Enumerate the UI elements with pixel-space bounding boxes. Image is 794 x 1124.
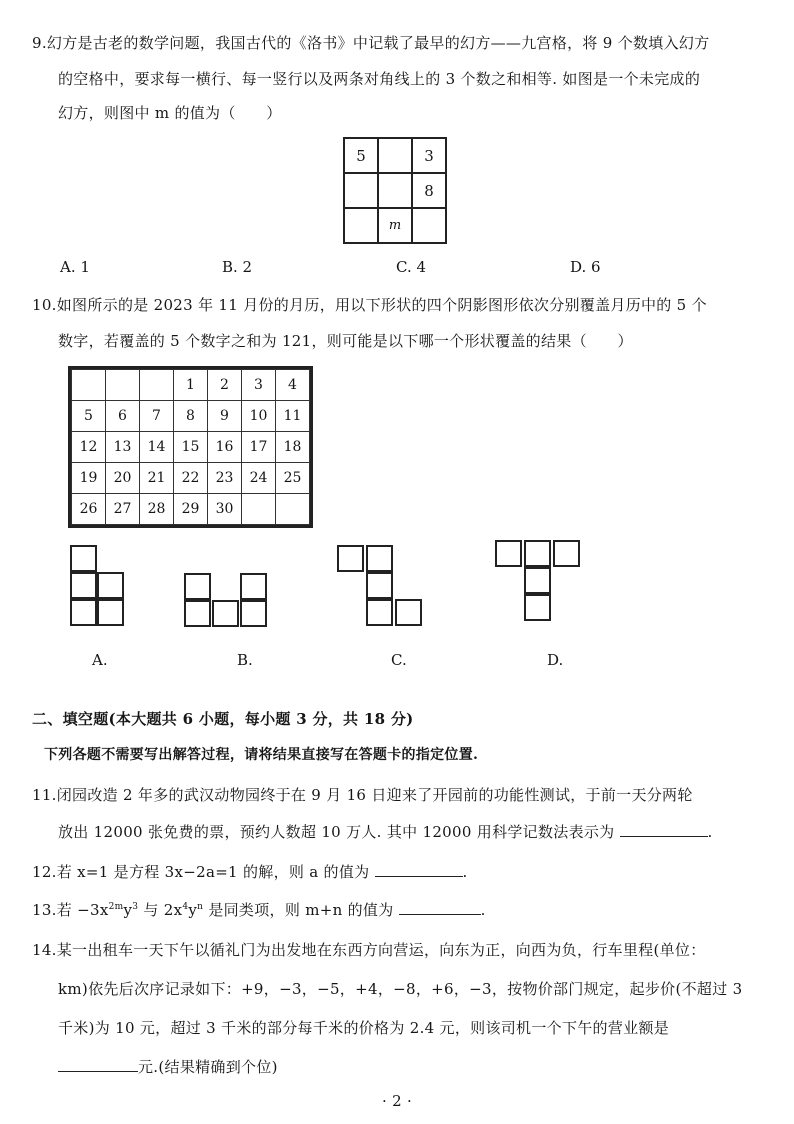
q14-answer-blank (58, 1057, 138, 1072)
magic-square (343, 137, 447, 244)
calendar-cell: 11 (276, 401, 310, 432)
q14-line-3: 千米)为 10 元，超过 3 千米的部分每千米的价格为 2.4 元，则该司机一个下午的营业额是 (58, 1019, 670, 1037)
calendar-cell: 17 (242, 432, 276, 463)
magic-cell: 5 (344, 138, 378, 173)
magic-cell (378, 173, 412, 208)
q13-mid: 与 2x (138, 901, 183, 919)
q13-line (32, 899, 486, 920)
q9-option-a: A. 1 (60, 258, 90, 276)
q13-post: 是同类项，则 m+n 的值为 (203, 901, 394, 919)
q13-pre: 13.若 −3x (32, 901, 109, 919)
calendar-cell: 26 (72, 494, 106, 525)
q13-mid: y (188, 901, 198, 919)
magic-cell (344, 208, 378, 243)
calendar-cell: 15 (174, 432, 208, 463)
magic-cell-m: m (378, 208, 412, 243)
calendar-cell: 10 (242, 401, 276, 432)
q11-line-1: 11.闭园改造 2 年多的武汉动物园终于在 9 月 16 日迎来了开园前的功能性测试，于前一天分两轮 (32, 786, 693, 804)
q9-line-3: 幻方，则图中 m 的值为（ ） (58, 104, 282, 122)
q12-text: 12.若 x=1 是方程 3x−2a=1 的解，则 a 的值为 (32, 863, 370, 881)
calendar-cell: 23 (208, 463, 242, 494)
calendar-cell: 25 (276, 463, 310, 494)
magic-cell: 8 (412, 173, 446, 208)
shape-label-a: A. (92, 651, 108, 669)
page-number: · 2 · (382, 1092, 413, 1110)
q10-line-2: 数字，若覆盖的 5 个数字之和为 121，则可能是以下哪一个形状覆盖的结果（ ） (58, 332, 633, 350)
november-calendar (68, 366, 313, 528)
shape-c (337, 545, 432, 631)
magic-cell (412, 208, 446, 243)
q13-exp: 4 (182, 902, 189, 912)
magic-cell: 3 (412, 138, 446, 173)
q9-option-d: D. 6 (570, 258, 601, 276)
calendar-cell: 7 (140, 401, 174, 432)
calendar-cell: 13 (106, 432, 140, 463)
calendar-cell: 30 (208, 494, 242, 525)
q13-exp: 2m (108, 902, 124, 912)
calendar-cell: 16 (208, 432, 242, 463)
calendar-cell: 21 (140, 463, 174, 494)
calendar-cell: 2 (208, 370, 242, 401)
calendar-cell: 3 (242, 370, 276, 401)
q9-line-2: 的空格中，要求每一横行、每一竖行以及两条对角线上的 3 个数之和相等. 如图是一个未完成的 (58, 70, 701, 88)
q11-period: . (707, 823, 713, 841)
q9-line-1: 9.幻方是古老的数学问题，我国古代的《洛书》中记载了最早的幻方——九宫格，将 9 个数填入幻方 (32, 34, 710, 52)
q14-text: 元.(结果精确到个位) (138, 1058, 278, 1076)
q11-line-2 (58, 821, 713, 842)
shape-a (70, 545, 130, 631)
calendar-cell: 9 (208, 401, 242, 432)
q12-period: . (462, 863, 468, 881)
calendar-cell: 1 (174, 370, 208, 401)
calendar-cell: 20 (106, 463, 140, 494)
calendar-cell (140, 370, 174, 401)
q10-line-1: 10.如图所示的是 2023 年 11 月份的月历，用以下形状的四个阴影图形依次分别覆盖月历中的 5 个 (32, 296, 707, 314)
calendar-cell: 4 (276, 370, 310, 401)
q13-answer-blank (399, 900, 481, 915)
calendar-cell (276, 494, 310, 525)
calendar-cell: 22 (174, 463, 208, 494)
shape-b (184, 573, 274, 633)
calendar-cell: 28 (140, 494, 174, 525)
q13-exp: n (197, 902, 204, 912)
section-heading: 二、填空题(本大题共 6 小题，每小题 3 分，共 18 分) (32, 710, 414, 728)
q14-line-1: 14.某一出租车一天下午以循礼门为出发地在东西方向营运，向东为正，向西为负，行车里程(单位： (32, 941, 706, 959)
calendar-cell: 12 (72, 432, 106, 463)
magic-cell (344, 173, 378, 208)
q12-line (32, 861, 468, 882)
calendar-cell: 24 (242, 463, 276, 494)
calendar-cell: 18 (276, 432, 310, 463)
shape-label-b: B. (237, 651, 253, 669)
q12-answer-blank (375, 862, 463, 877)
q9-option-b: B. 2 (222, 258, 253, 276)
shape-label-c: C. (391, 651, 407, 669)
calendar-cell (106, 370, 140, 401)
q14-line-2: km)依先后次序记录如下：+9，−3，−5，+4，−8，+6，−3，按物价部门规定，起步价(不超过 3 (58, 980, 743, 998)
q13-exp: 3 (132, 902, 139, 912)
magic-cell (378, 138, 412, 173)
section-instruction: 下列各题不需要写出解答过程，请将结果直接写在答题卡的指定位置. (44, 747, 479, 763)
q13-period: . (480, 901, 486, 919)
q11-text: 放出 12000 张免费的票，预约人数超 10 万人. 其中 12000 用科学记数法表示为 (58, 823, 615, 841)
calendar-cell: 8 (174, 401, 208, 432)
calendar-cell: 27 (106, 494, 140, 525)
q14-line-4 (58, 1056, 278, 1077)
q9-option-c: C. 4 (396, 258, 427, 276)
calendar-cell (72, 370, 106, 401)
shape-label-d: D. (547, 651, 564, 669)
calendar-cell: 19 (72, 463, 106, 494)
q11-answer-blank (620, 822, 708, 837)
q13-mid: y (123, 901, 133, 919)
calendar-cell: 6 (106, 401, 140, 432)
calendar-cell (242, 494, 276, 525)
calendar-cell: 14 (140, 432, 174, 463)
calendar-cell: 5 (72, 401, 106, 432)
calendar-cell: 29 (174, 494, 208, 525)
shape-d (495, 540, 590, 626)
